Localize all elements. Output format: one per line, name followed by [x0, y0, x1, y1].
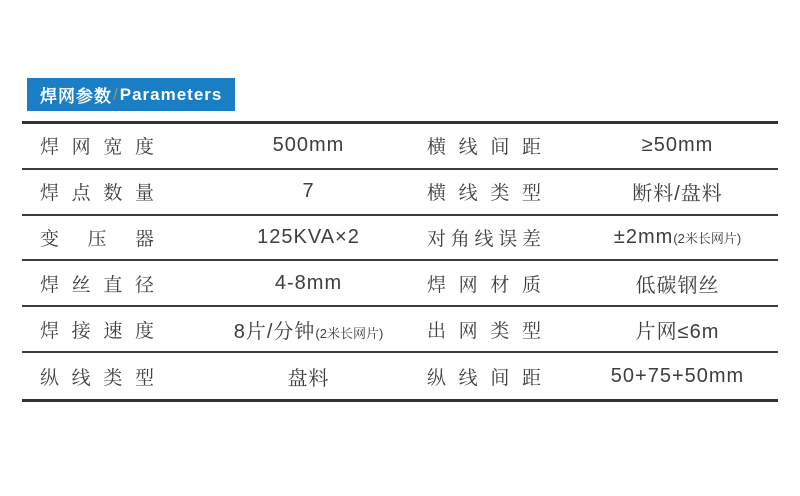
badge-title-en: Parameters: [119, 84, 223, 104]
param-label: 横线间距: [427, 137, 541, 159]
table-row: [22, 124, 778, 170]
param-label: 焊接速度: [40, 320, 154, 342]
badge-title-cn: 焊网参数: [40, 87, 112, 106]
parameters-badge: [27, 78, 235, 111]
table-row: [22, 261, 778, 307]
param-label: 出网类型: [427, 320, 541, 342]
param-value: 125KVA×2: [257, 226, 360, 249]
param-label: 对角线误差: [427, 229, 541, 251]
table-row: [22, 216, 778, 262]
param-value: 盘料: [287, 367, 330, 390]
param-value: 断料/盘料: [632, 183, 723, 206]
param-value: 50+75+50mm: [610, 364, 745, 387]
param-label: 纵线类型: [40, 367, 154, 389]
param-label: 焊网材质: [427, 274, 541, 296]
param-label: 焊网宽度: [40, 137, 154, 159]
param-label: 焊点数量: [40, 183, 154, 205]
param-label: 变压器: [40, 229, 154, 251]
param-value: ≥50mm: [641, 134, 714, 157]
table-row: [22, 353, 778, 399]
param-value: 500mm: [272, 134, 345, 157]
badge-separator: /: [113, 84, 119, 104]
param-value: 7: [302, 180, 315, 203]
param-label: 焊丝直径: [40, 274, 154, 296]
table-row: [22, 307, 778, 353]
param-label: 纵线间距: [427, 367, 541, 389]
table-row: [22, 170, 778, 216]
param-value: 片网≤6m: [635, 320, 720, 343]
param-value: ±2mm(2米长网片): [613, 226, 742, 249]
param-label: 横线类型: [427, 183, 541, 205]
param-value: 低碳钢丝: [635, 274, 720, 297]
param-value: 4-8mm: [274, 271, 343, 294]
parameters-table: [22, 121, 778, 402]
param-value: 8片/分钟(2米长网片): [233, 320, 384, 343]
